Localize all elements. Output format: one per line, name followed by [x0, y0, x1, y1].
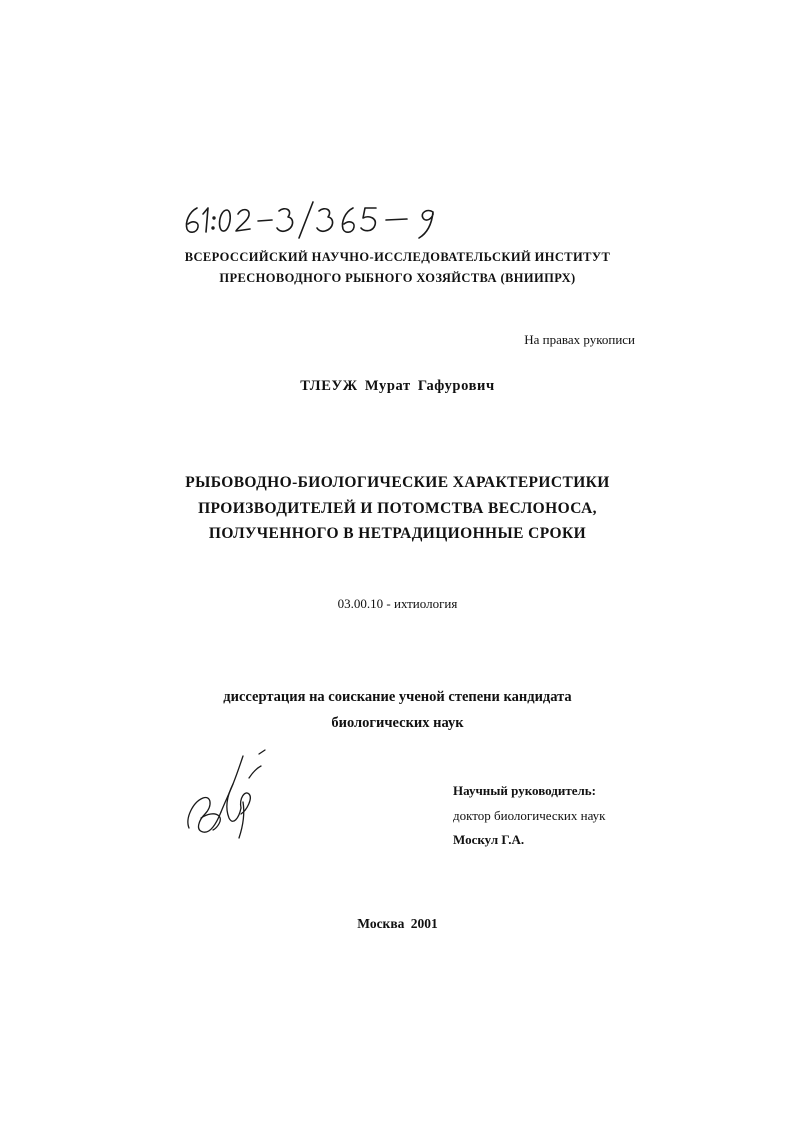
institute-name: [0, 247, 795, 289]
thesis-title-line-3: ПОЛУЧЕННОГО В НЕТРАДИЦИОННЫЕ СРОКИ: [208, 525, 587, 542]
supervisor-title: доктор биологических наук: [453, 807, 606, 823]
supervisor-label: Научный руководитель:: [453, 783, 596, 798]
handwritten-code-drawing: [175, 196, 495, 244]
author-name: ТЛЕУЖ Мурат Гафурович: [300, 378, 495, 394]
degree-line-1: диссертация на соискание ученой степени кандидата: [223, 689, 572, 705]
thesis-title: [0, 470, 795, 547]
degree-statement: [0, 684, 795, 736]
city-year: Москва 2001: [357, 916, 438, 931]
manuscript-rights-note: На правах рукописи: [524, 332, 635, 347]
thesis-title-line-2: ПРОИЗВОДИТЕЛЕЙ И ПОТОМСТВА ВЕСЛОНОСА,: [198, 499, 597, 517]
specialty-code: 03.00.10 - ихтиология: [337, 596, 458, 611]
handwritten-catalog-code: [175, 196, 495, 244]
signature-drawing: [183, 748, 273, 844]
degree-line-2: биологических наук: [331, 715, 464, 731]
scientific-supervisor: [453, 779, 713, 853]
institute-line-2: ПРЕСНОВОДНОГО РЫБНОГО ХОЗЯЙСТВА (ВНИИПРХ): [219, 271, 576, 285]
supervisor-name: Москул Г.А.: [453, 832, 525, 847]
institute-line-1: ВСЕРОССИЙСКИЙ НАУЧНО-ИССЛЕДОВАТЕЛЬСКИЙ ИНСТИТУТ: [184, 250, 611, 264]
author-signature: [183, 748, 273, 844]
thesis-title-line-1: РЫБОВОДНО-БИОЛОГИЧЕСКИЕ ХАРАКТЕРИСТИКИ: [185, 474, 610, 491]
